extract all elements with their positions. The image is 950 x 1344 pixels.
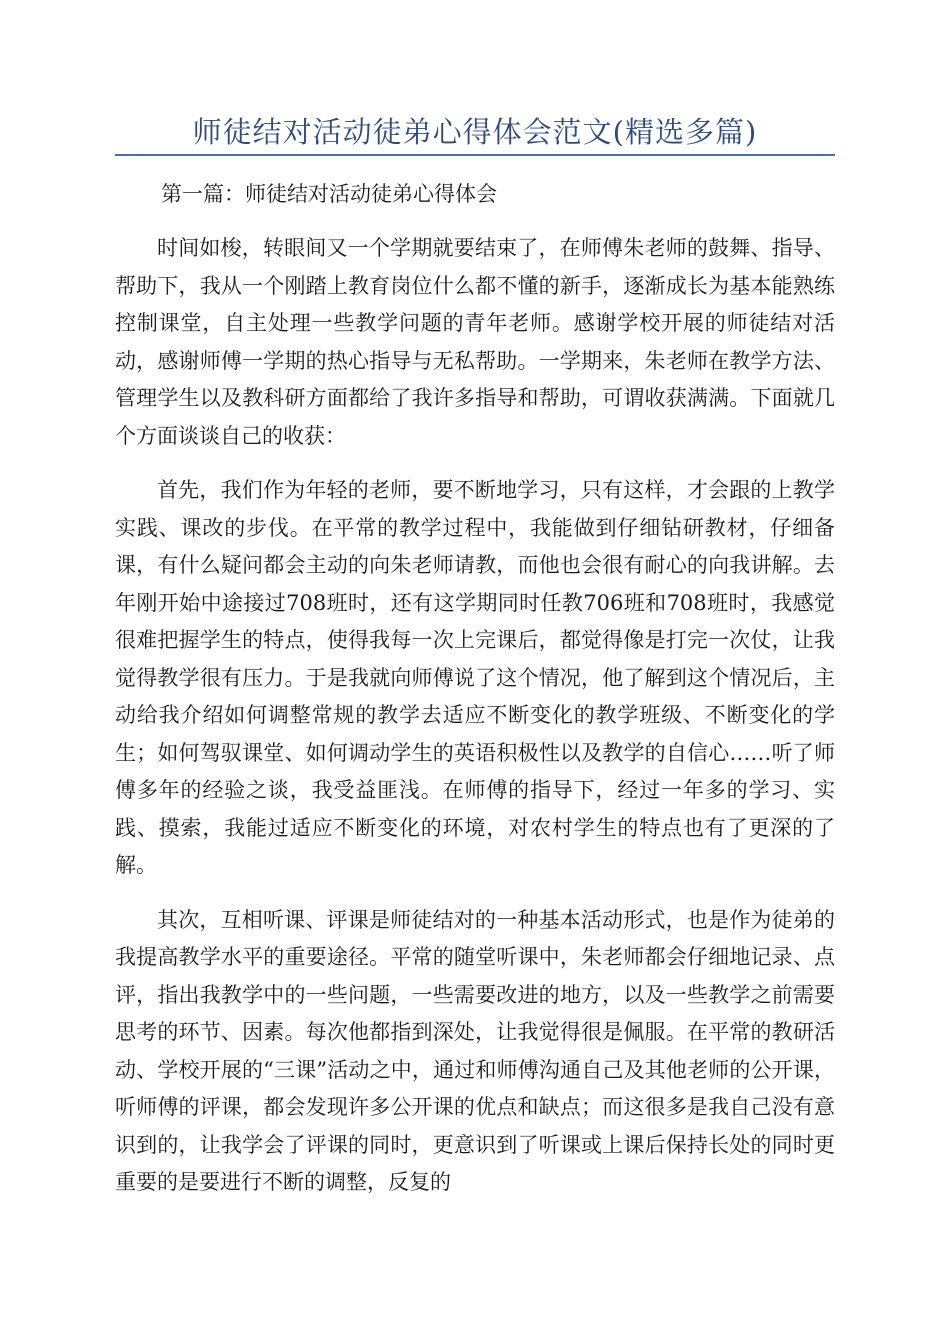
section-heading: 第一篇：师徒结对活动徒弟心得体会 — [161, 182, 497, 206]
paragraph-2: 首先，我们作为年轻的老师，要不断地学习，只有这样，才会跟的上教学实践、课改的步伐。在平常的教学过程中，我能做到仔细钻研教材，仔细备课，有什么疑问都会主动的向朱老师请教，而他也会很有耐心的向我讲解。去年刚开始中途接过708班时，还有这学期同时任教706班和708班时，我感觉很难把握学生的特点，使得我每一次上完课后，都觉得像是打完一次仗，让我觉得教学很有压力。于是我就向师傅说了这个情况，他了解到这个情况后，主动给我介绍如何调整常规的教学去适应不断变化的教学班级、不断变化的学生；如何驾驭课堂、如何调动学生的英语积极性以及教学的自信心……听了师傅多年的经验之谈，我受益匪浅。在师傅的指导下，经过一年多的学习、实践、摸索，我能过适应不断变化的环境，对农村学生的特点也有了更深的了解。 — [115, 478, 835, 877]
paragraph-3: 其次，互相听课、评课是师徒结对的一种基本活动形式，也是作为徒弟的我提高教学水平的重要途径。平常的随堂听课中，朱老师都会仔细地记录、点评，指出我教学中的一些问题，一些需要改进的地方，以及一些教学之前需要思考的环节、因素。每次他都指到深处，让我觉得很是佩服。在平常的教研活动、学校开展的“三课”活动之中，通过和师傅沟通自己及其他老师的公开课，听师傅的评课，都会发现许多公开课的优点和缺点；而这很多是我自己没有意识到的，让我学会了评课的同时，更意识到了听课或上课后保持长处的同时更重要的是要进行不断的调整，反复的 — [115, 907, 835, 1194]
document-body — [115, 175, 835, 1219]
title-underline — [115, 154, 835, 156]
document-title: 师徒结对活动徒弟心得体会范文(精选多篇) — [192, 115, 758, 149]
paragraph-1: 时间如梭，转眼间又一个学期就要结束了，在师傅朱老师的鼓舞、指导、帮助下，我从一个刚踏上教育岗位什么都不懂的新手，逐渐成长为基本能熟练控制课堂，自主处理一些教学问题的青年老师。感谢学校开展的师徒结对活动，感谢师傅一学期的热心指导与无私帮助。一学期来，朱老师在教学方法、管理学生以及教科研方面都给了我许多指导和帮助，可谓收获满满。下面就几个方面谈谈自己的收获： — [115, 236, 835, 448]
